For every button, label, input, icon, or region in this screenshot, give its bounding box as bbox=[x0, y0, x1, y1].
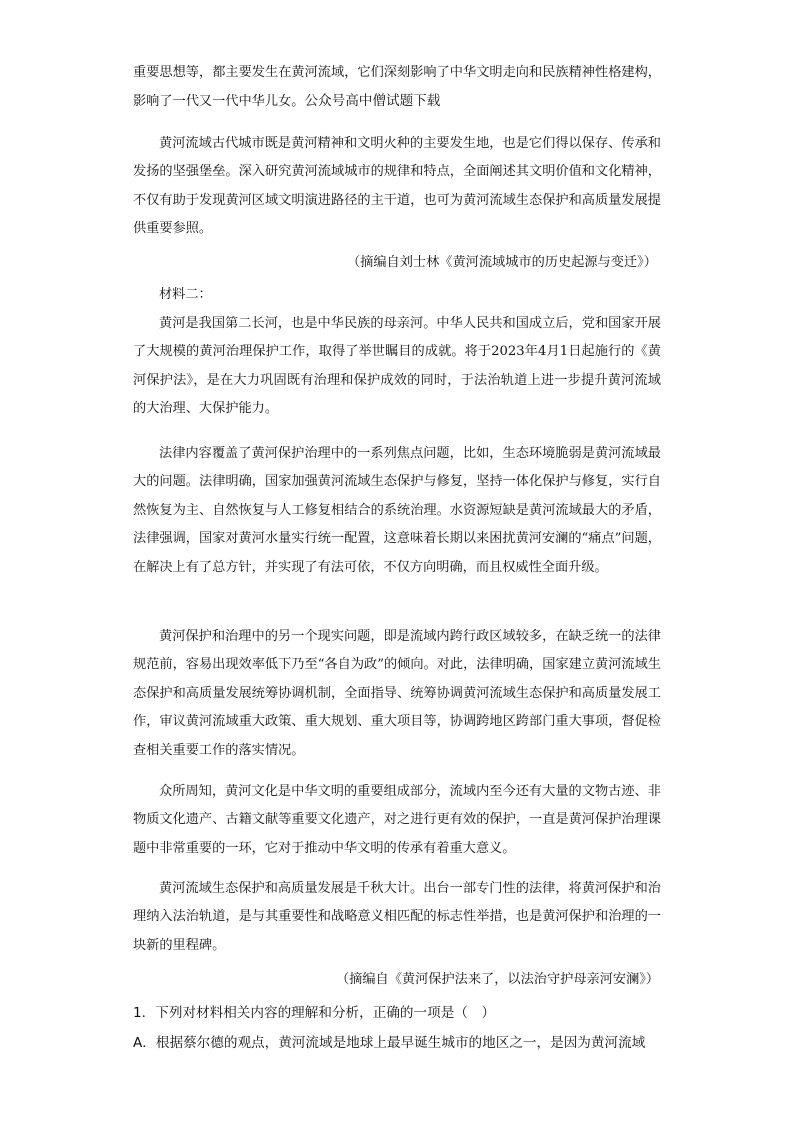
question-1: 1．下列对材料相关内容的理解和分析，正确的一项是（ ） bbox=[133, 1005, 496, 1021]
source-citation-1: （摘编自刘士林《黄河流域城市的历史起源与变迁》） bbox=[347, 255, 657, 270]
paragraph-6: 众所周知，黄河文化是中华文明的重要组成部分，流域内至今还有大量的文物古迹、非物质文化遗产、古籍文献等重要文化遗产，对之进行更有效的保护，一直是黄河保护治理课题中非常重要的一环，它对于推动中华文明的传承有着重大意义。 bbox=[133, 784, 661, 856]
ad-text: 公众号高中僧试题下载 bbox=[304, 93, 441, 110]
paragraph-1 bbox=[133, 59, 661, 117]
paragraph-7: 黄河流域生态保护和高质量发展是千秋大计。出台一部专门性的法律，将黄河保护和治理纳入法治轨道，是与其重要性和战略意义相匹配的标志性举措，也是黄河保护和治理的一块新的里程碑。 bbox=[133, 881, 661, 953]
paragraph-1-text: 重要思想等，都主要发生在黄河流域，它们深刻影响了中华文明走向和民族精神性格建构，影响了一代又一代中华儿女。 bbox=[133, 65, 661, 110]
paragraph-3: 黄河是我国第二长河，也是中华民族的母亲河。中华人民共和国成立后，党和国家开展了大规模的黄河治理保护工作，取得了举世瞩目的成就。将于2023年4月1日起施行的《黄河保护法》，是在大力巩固既有治理和保护成效的同时，于法治轨道上进一步提升黄河流域的大治理、大保护能力。 bbox=[133, 316, 661, 417]
option-a: A．根据蔡尔德的观点，黄河流域是地球上最早诞生城市的地区之一，是因为黄河流域 bbox=[133, 1035, 646, 1051]
paragraph-4: 法律内容覆盖了黄河保护治理中的一系列焦点问题，比如，生态环境脆弱是黄河流域最大的问题。法律明确，国家加强黄河流域生态保护与修复，坚持一体化保护与修复，实行自然恢复为主、自然恢复与人工修复相结合的系统治理。水资源短缺是黄河流域最大的矛盾，法律强调，国家对黄河水量实行统一配置，这意味着长期以来困扰黄河安澜的“痛点”问题，在解决上有了总方针，并实现了有法可依，不仅方向明确，而且权威性全面升级。 bbox=[133, 446, 661, 575]
source-citation-2: （摘编自《黄河保护法来了，以法治守护母亲河安澜》） bbox=[336, 972, 660, 987]
material-2-label: 材料二： bbox=[159, 287, 212, 302]
paragraph-5: 黄河保护和治理中的另一个现实问题，即是流域内跨行政区域较多，在缺乏统一的法律规范前，容易出现效率低下乃至“各自为政”的倾向。对此，法律明确，国家建立黄河流域生态保护和高质量发展统筹协调机制，全面指导、统筹协调黄河流域生态保护和高质量发展工作，审议黄河流域重大政策、重大规划、重大项目等，协调跨地区跨部门重大事项，督促检查相关重要工作的落实情况。 bbox=[133, 629, 661, 758]
paragraph-2: 黄河流域古代城市既是黄河精神和文明火种的主要发生地，也是它们得以保存、传承和发扬的坚强堡垒。深入研究黄河流域城市的规律和特点，全面阐述其文明价值和文化精神，不仅有助于发现黄河区域文明演进路径的主干道，也可为黄河流域生态保护和高质量发展提供重要参照。 bbox=[133, 136, 661, 237]
